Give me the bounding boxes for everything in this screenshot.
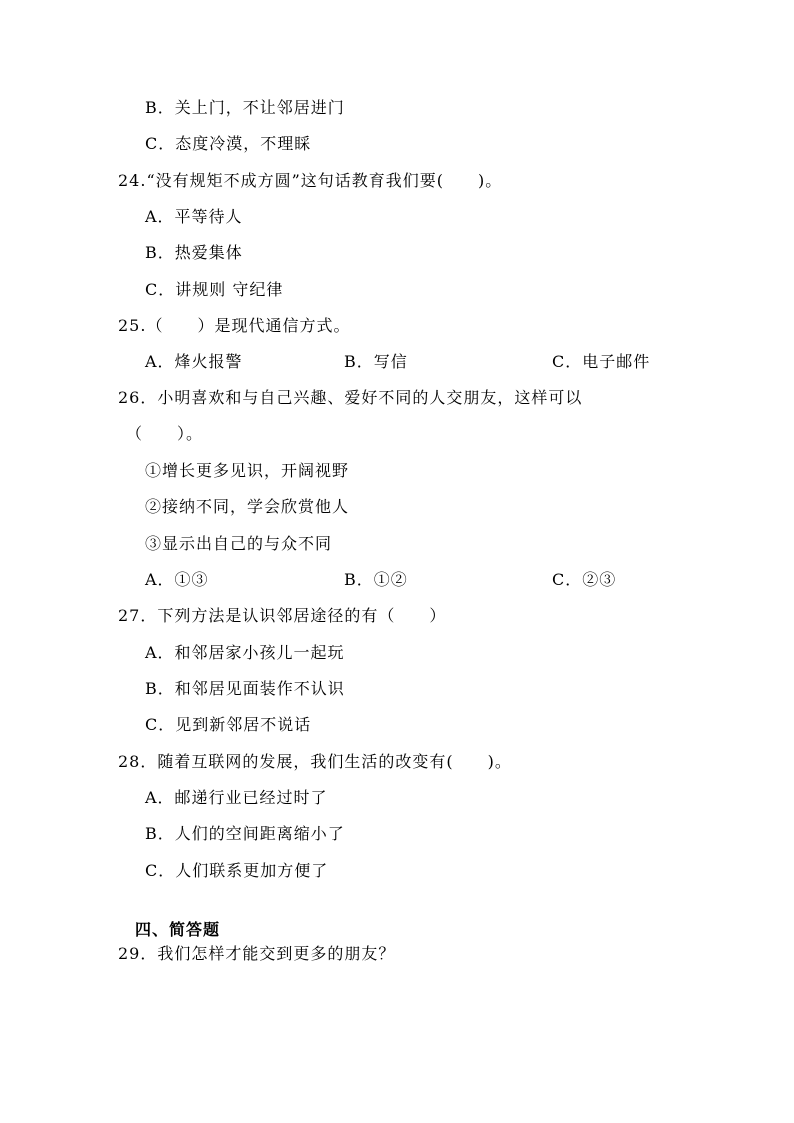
q26-statement-2: ②接纳不同，学会欣赏他人 — [145, 497, 350, 516]
q23-option-b: B．关上门，不让邻居进门 — [145, 98, 345, 117]
q26-statement-1: ①增长更多见识，开阔视野 — [145, 461, 350, 480]
q25-option-c: C．电子邮件 — [552, 352, 651, 371]
section-heading-short-answer: 四、简答题 — [135, 920, 221, 939]
question-24: 24.“没有规矩不成方圆”这句话教育我们要( )。 — [118, 171, 503, 190]
q28-option-a: A．邮递行业已经过时了 — [145, 788, 328, 807]
q24-option-a: A．平等待人 — [145, 207, 243, 226]
question-25: 25.（ ）是现代通信方式。 — [118, 316, 351, 335]
q27-option-c: C．见到新邻居不说话 — [145, 715, 312, 734]
q26-option-a: A．①③ — [145, 570, 209, 589]
q25-option-a: A．烽火报警 — [145, 352, 243, 371]
q25-option-b: B．写信 — [344, 352, 408, 371]
q28-option-b: B．人们的空间距离缩小了 — [145, 824, 345, 843]
q27-option-b: B．和邻居见面装作不认识 — [145, 679, 345, 698]
q28-option-c: C．人们联系更加方便了 — [145, 861, 329, 880]
q26-statement-3: ③显示出自己的与众不同 — [145, 534, 333, 553]
question-27: 27．下列方法是认识邻居途径的有（ ） — [118, 606, 447, 625]
q24-option-b: B．热爱集体 — [145, 243, 243, 262]
question-26-line-2: （ ）。 — [126, 424, 204, 443]
question-29: 29．我们怎样才能交到更多的朋友？ — [118, 944, 396, 963]
question-26-line-1: 26．小明喜欢和与自己兴趣、爱好不同的人交朋友，这样可以 — [118, 388, 583, 407]
q26-option-c: C．②③ — [552, 570, 617, 589]
question-28: 28．随着互联网的发展，我们生活的改变有( )。 — [118, 752, 512, 771]
q23-option-c: C．态度冷漠，不理睬 — [145, 134, 312, 153]
q27-option-a: A．和邻居家小孩儿一起玩 — [145, 643, 345, 662]
q24-option-c: C．讲规则 守纪律 — [145, 280, 284, 299]
q26-option-b: B．①② — [344, 570, 408, 589]
